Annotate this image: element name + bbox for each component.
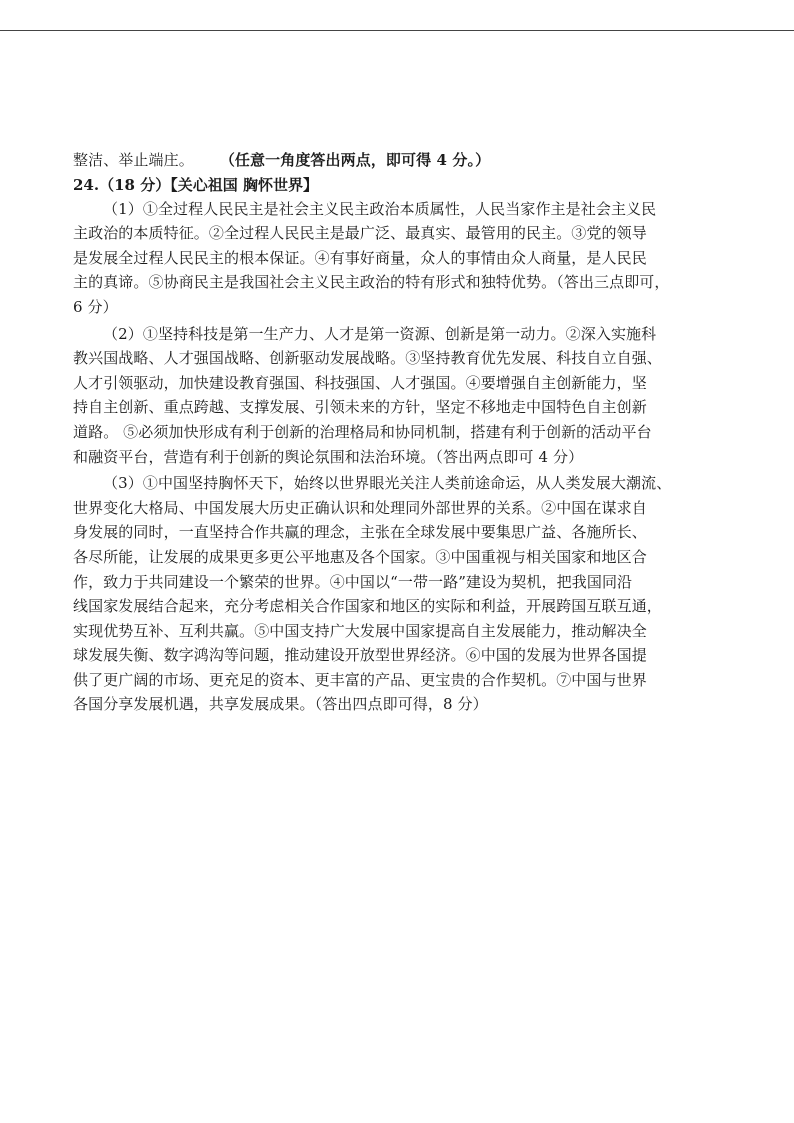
answer-line: （3）①中国坚持胸怀天下，始终以世界眼光关注人类前途命运，从人类发展大潮流、 <box>103 474 672 493</box>
question-heading <box>73 173 713 197</box>
answer-line: 和融资平台，营造有利于创新的舆论氛围和法治环境。（答出两点即可 4 分） <box>73 447 584 466</box>
question-number: 24. <box>73 175 100 194</box>
answer-sheet <box>73 148 713 717</box>
answer-line: 作，致力于共同建设一个繁荣的世界。④中国以“一带一路”建设为契机，把我国同沿 <box>73 572 633 591</box>
answer-line: 人才引领驱动，加快建设教育强国、科技强国、人才强国。④要增强自主创新能力，坚 <box>73 373 647 392</box>
answer-line: 世界变化大格局、中国发展大历史正确认识和处理同外部世界的关系。②中国在谋求自 <box>73 498 647 517</box>
top-rule <box>0 30 794 31</box>
answer-line: 教兴国战略、人才强国战略、创新驱动发展战略。③坚持教育优先发展、科技自立自强、 <box>73 349 662 368</box>
answer-line: （1）①全过程人民民主是社会主义民主政治本质属性，人民当家作主是社会主义民 <box>103 199 657 218</box>
answer-line: 是发展全过程人民民主的根本保证。④有事好商量，众人的事情由众人商量，是人民民 <box>73 248 647 267</box>
answer-part-1 <box>73 197 713 320</box>
answer-line: （2）①坚持科技是第一生产力、人才是第一资源、创新是第一动力。②深入实施科 <box>103 324 657 343</box>
answer-line: 持自主创新、重点跨越、支撑发展、引领未来的方针，坚定不移地走中国特色自主创新 <box>73 398 647 417</box>
answer-line: 球发展失衡、数字鸿沟等问题，推动建设开放型世界经济。⑥中国的发展为世界各国提 <box>73 646 647 665</box>
answer-part-3 <box>73 471 713 717</box>
previous-answer-tail <box>73 148 713 173</box>
question-title: 【关心祖国 胸怀世界】 <box>170 175 318 194</box>
answer-line: 6 分） <box>73 297 118 316</box>
answer-line: 线国家发展结合起来，充分考虑相关合作国家和地区的实际和利益，开展跨国互联互通， <box>73 597 662 616</box>
answer-line: 供了更广阔的市场、更充足的资本、更丰富的产品、更宝贵的合作契机。⑦中国与世界 <box>73 670 647 689</box>
question-score: （18 分） <box>99 175 171 194</box>
answer-line: 道路。 ⑤必须加快形成有利于创新的治理格局和协同机制，搭建有利于创新的活动平台 <box>73 422 652 441</box>
answer-line: 主的真谛。⑤协商民主是我国社会主义民主政治的特有形式和独特优势。（答出三点即可， <box>73 273 670 292</box>
previous-answer-text: 整洁、举止端庄。 <box>73 151 194 169</box>
answer-line: 实现优势互补、互利共赢。⑤中国支持广大发展中国家提高自主发展能力，推动解决全 <box>73 621 647 640</box>
answer-line: 身发展的同时，一直坚持合作共赢的理念，主张在全球发展中要集思广益、各施所长、 <box>73 523 647 542</box>
answer-part-2 <box>73 322 713 470</box>
previous-answer-score-note: （任意一角度答出两点，即可得 4 分。） <box>219 151 491 169</box>
answer-line: 各国分享发展机遇，共享发展成果。（答出四点即可得，8 分） <box>73 695 488 714</box>
answer-line: 各尽所能，让发展的成果更多更公平地惠及各个国家。③中国重视与相关国家和地区合 <box>73 547 647 566</box>
answer-line: 主政治的本质特征。②全过程人民民主是最广泛、最真实、最管用的民主。③党的领导 <box>73 224 647 243</box>
